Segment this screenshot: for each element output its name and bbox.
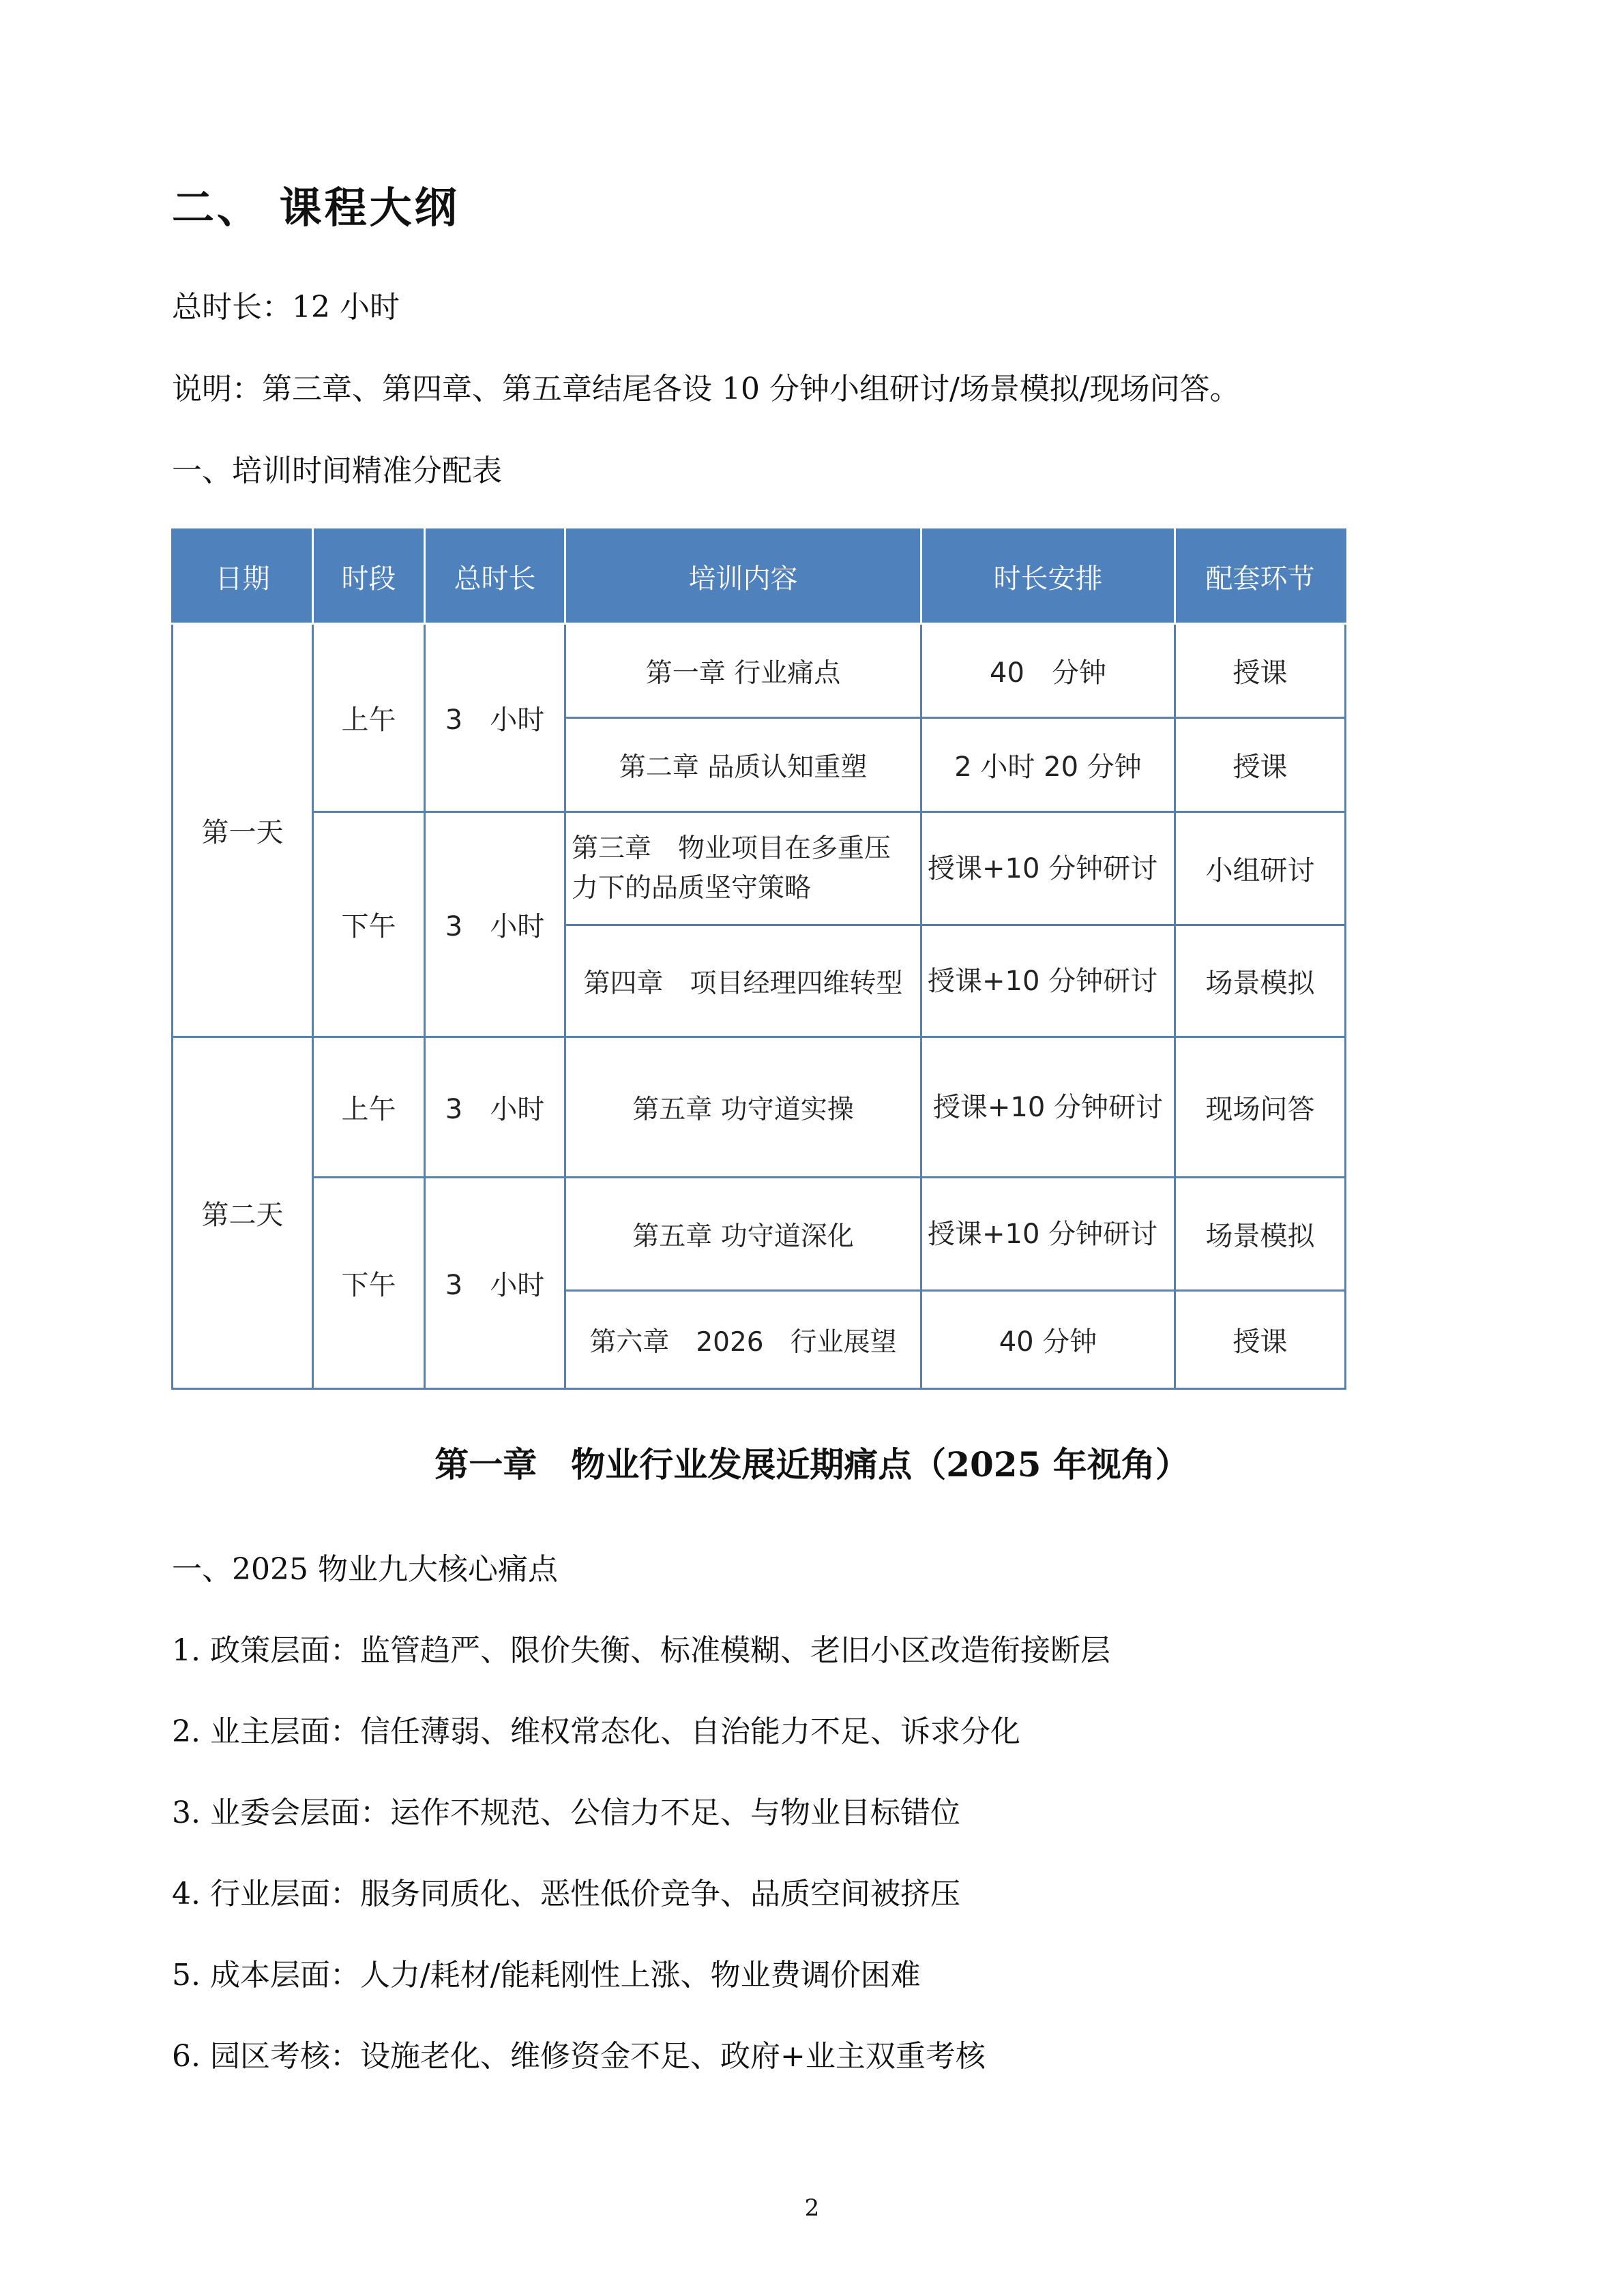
list-item: 6. 园区考核：设施老化、维修资金不足、政府+业主双重考核	[172, 2039, 986, 2074]
note-text: 说明：第三章、第四章、第五章结尾各设 10 分钟小组研讨/场景模拟/现场问答。	[172, 372, 1240, 406]
list-item: 2. 业主层面：信任薄弱、维权常态化、自治能力不足、诉求分化	[172, 1714, 1020, 1749]
header-period: 时段	[313, 530, 425, 624]
table-caption: 一、培训时间精准分配表	[172, 453, 502, 488]
content-cell: 第六章 2026 行业展望	[565, 1291, 921, 1389]
chapter-subheading: 一、2025 物业九大核心痛点	[172, 1552, 558, 1587]
table-row	[173, 1178, 1346, 1291]
activity-cell: 现场问答	[1175, 1037, 1346, 1178]
list-item: 1. 政策层面：监管趋严、限价失衡、标准模糊、老旧小区改造衔接断层	[172, 1633, 1110, 1668]
table-header-row	[173, 530, 1346, 624]
schedule-table	[171, 528, 1346, 1390]
duration-cell: 授课+10 分钟研讨	[921, 1178, 1175, 1291]
list-item: 3. 业委会层面：运作不规范、公信力不足、与物业目标错位	[172, 1795, 960, 1830]
total-duration-text: 总时长：12 小时	[172, 290, 400, 325]
list-item: 5. 成本层面：人力/耗材/能耗刚性上涨、物业费调价困难	[172, 1958, 921, 1993]
total-duration-cell: 3 小时	[425, 812, 565, 1037]
day-two-cell: 第二天	[173, 1037, 313, 1389]
content-cell: 第五章 功守道实操	[565, 1037, 921, 1178]
header-activity: 配套环节	[1175, 530, 1346, 624]
table-row	[173, 812, 1346, 925]
list-item: 4. 行业层面：服务同质化、恶性低价竞争、品质空间被挤压	[172, 1877, 960, 1911]
section-title: 二、 课程大纲	[172, 183, 460, 233]
content-cell: 第三章 物业项目在多重压力下的品质坚守策略	[565, 812, 921, 925]
content-cell: 第二章 品质认知重塑	[565, 718, 921, 812]
header-total-duration: 总时长	[425, 530, 565, 624]
day-one-cell: 第一天	[173, 624, 313, 1037]
duration-cell: 40 分钟	[921, 1291, 1175, 1389]
header-date: 日期	[173, 530, 313, 624]
duration-cell: 授课+10 分钟研讨	[921, 812, 1175, 925]
header-duration-arrangement: 时长安排	[921, 530, 1175, 624]
period-cell: 下午	[313, 1178, 425, 1389]
period-cell: 下午	[313, 812, 425, 1037]
period-cell: 上午	[313, 1037, 425, 1178]
duration-cell: 授课+10 分钟研讨	[921, 925, 1175, 1037]
table-row	[173, 624, 1346, 718]
content-cell: 第一章 行业痛点	[565, 624, 921, 718]
activity-cell: 授课	[1175, 624, 1346, 718]
duration-cell: 授课+10 分钟研讨	[921, 1037, 1175, 1178]
activity-cell: 授课	[1175, 1291, 1346, 1389]
activity-cell: 场景模拟	[1175, 925, 1346, 1037]
chapter-title: 第一章 物业行业发展近期痛点（2025 年视角）	[434, 1444, 1190, 1485]
total-duration-cell: 3 小时	[425, 624, 565, 812]
duration-cell: 40 分钟	[921, 624, 1175, 718]
total-duration-cell: 3 小时	[425, 1178, 565, 1389]
activity-cell: 场景模拟	[1175, 1178, 1346, 1291]
period-cell: 上午	[313, 624, 425, 812]
content-cell: 第五章 功守道深化	[565, 1178, 921, 1291]
header-content: 培训内容	[565, 530, 921, 624]
activity-cell: 小组研讨	[1175, 812, 1346, 925]
duration-cell: 2 小时 20 分钟	[921, 718, 1175, 812]
activity-cell: 授课	[1175, 718, 1346, 812]
table-row	[173, 1037, 1346, 1178]
page-number: 2	[804, 2194, 820, 2222]
total-duration-cell: 3 小时	[425, 1037, 565, 1178]
content-cell: 第四章 项目经理四维转型	[565, 925, 921, 1037]
